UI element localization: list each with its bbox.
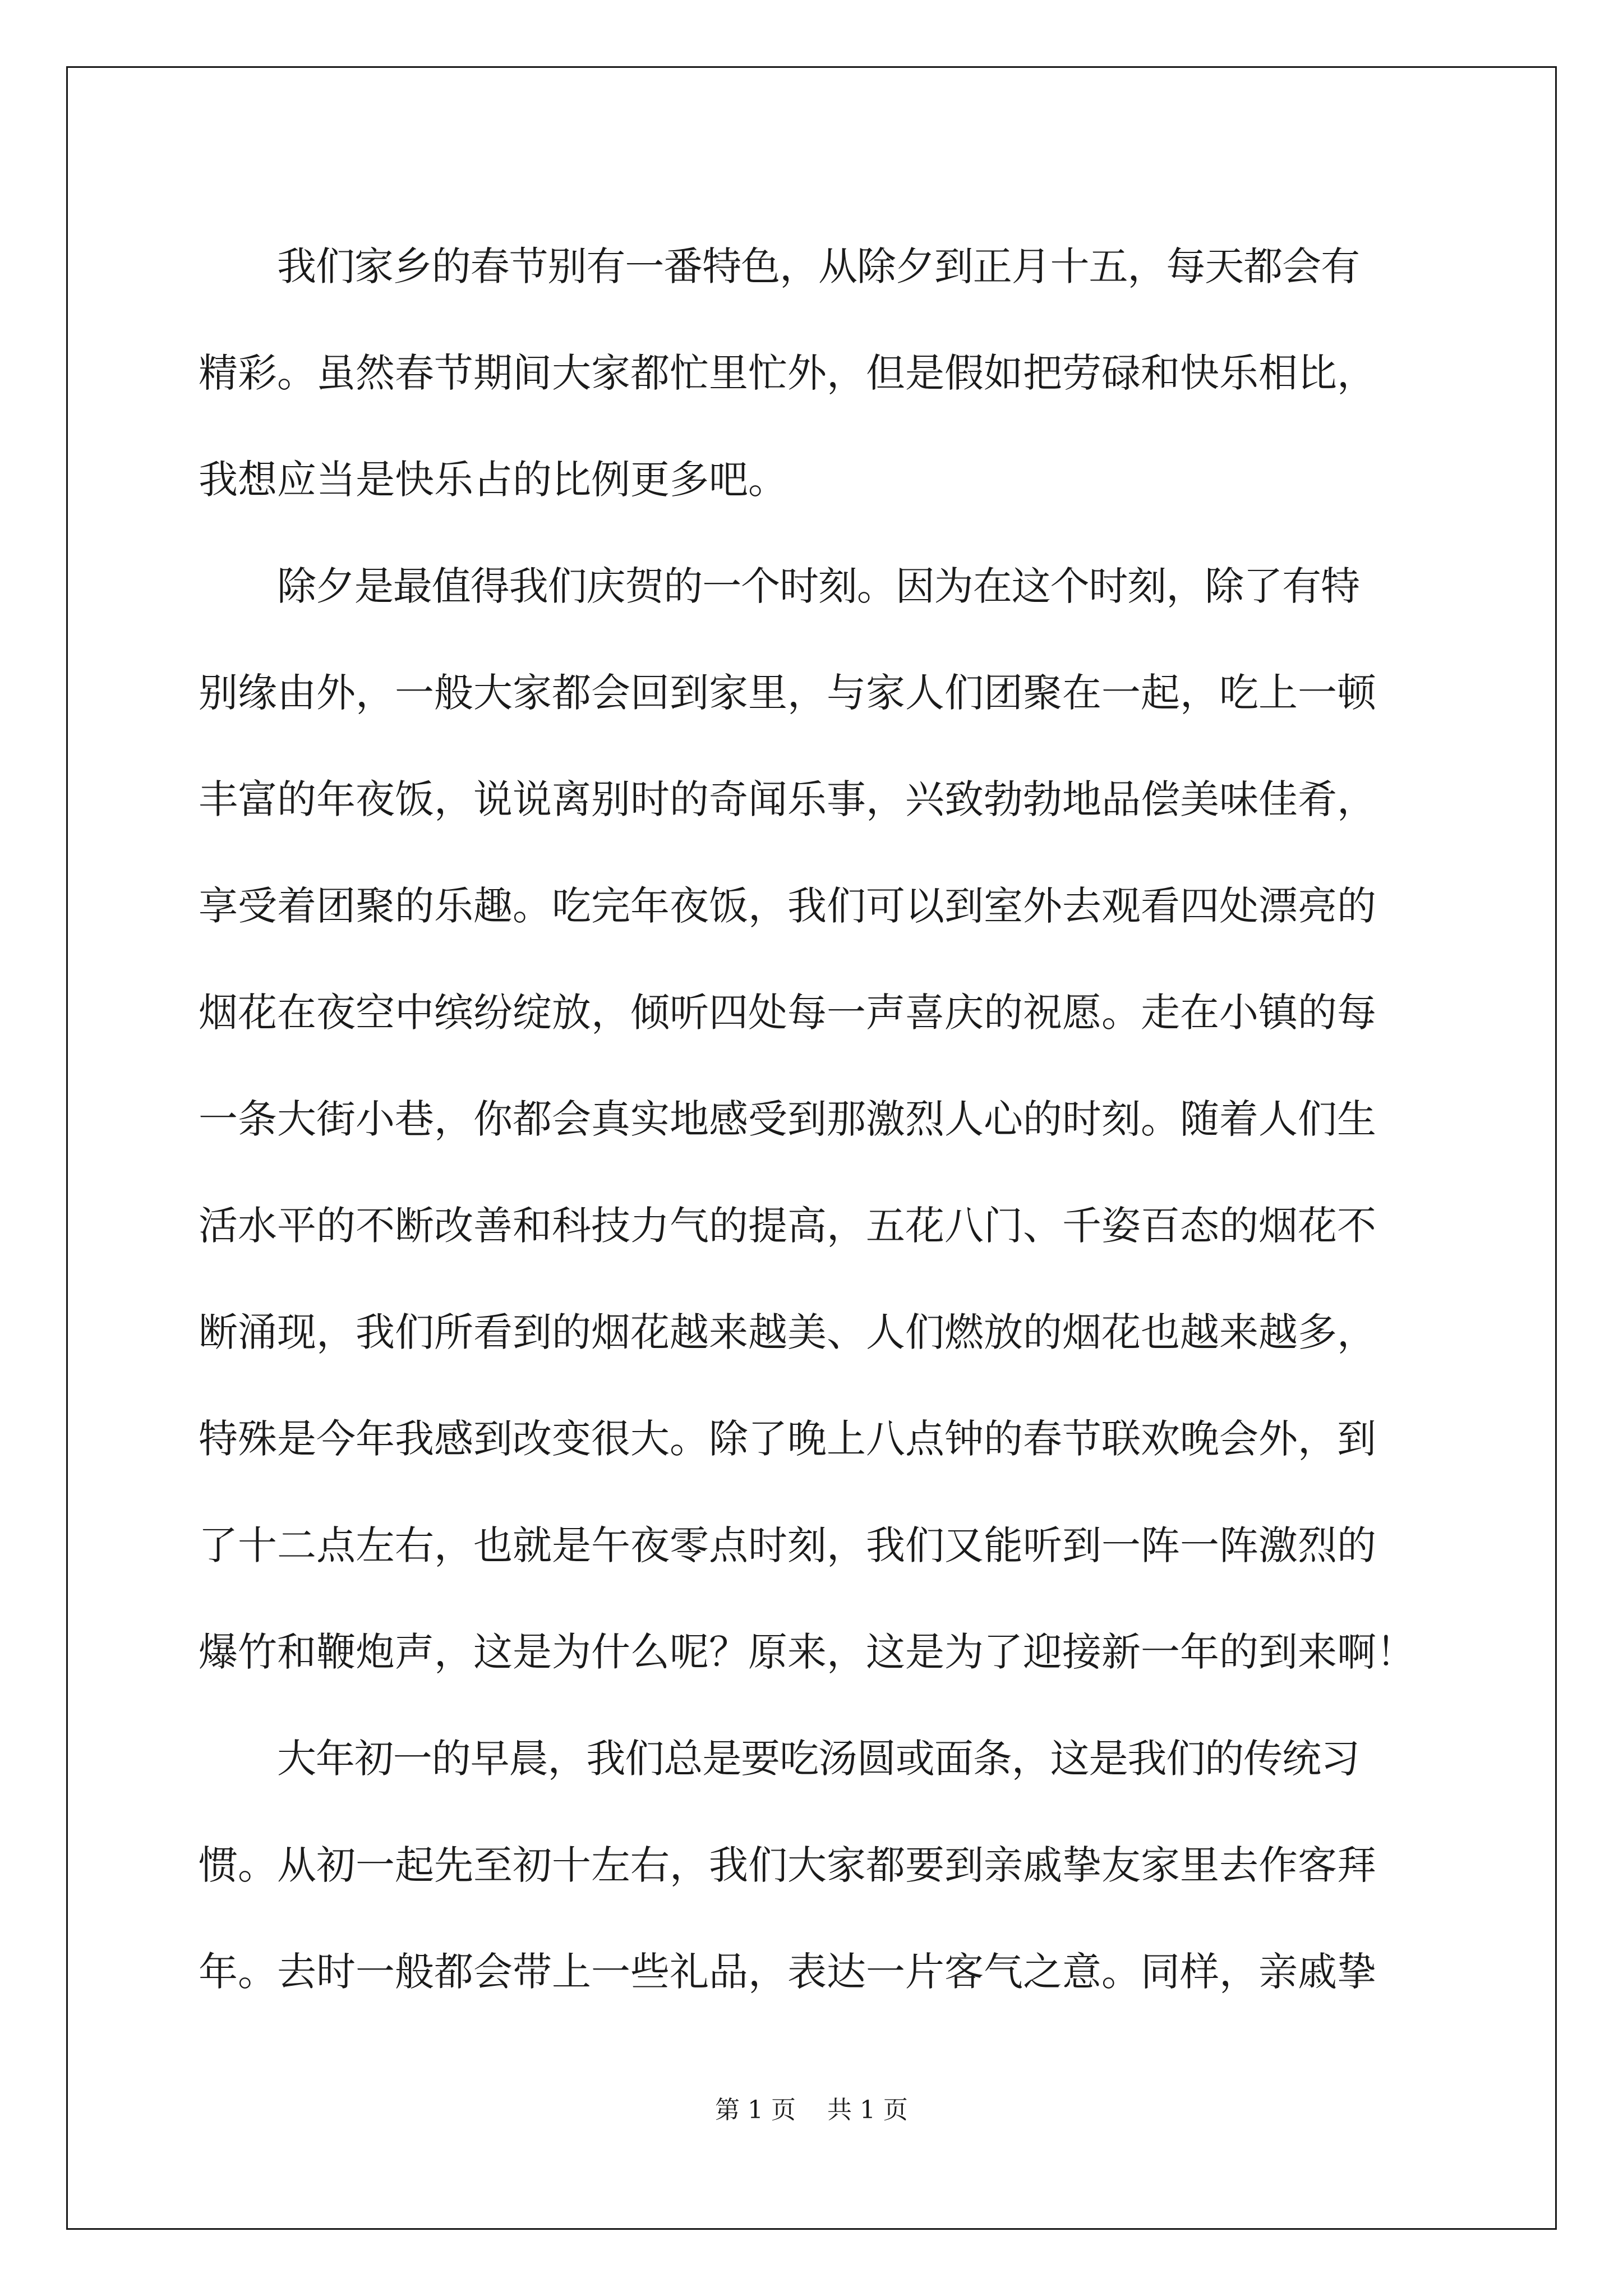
text-line: 活水平的不断改善和科技力气的提高，五花八门、千姿百态的烟花不 (199, 1203, 1376, 1249)
text-line: 精彩。虽然春节期间大家都忙里忙外，但是假如把劳碌和快乐相比， (199, 350, 1376, 396)
text-line: 烟花在夜空中缤纷绽放，倾听四处每一声喜庆的祝愿。走在小镇的每 (199, 990, 1376, 1036)
paragraph-2 (199, 533, 1438, 1705)
text-line: 一条大街小巷，你都会真实地感受到那激烈人心的时刻。随着人们生 (199, 1096, 1376, 1142)
paragraph-1 (199, 213, 1438, 533)
text-line: 惯。从初一起先至初十左右，我们大家都要到亲戚挚友家里去作客拜 (199, 1842, 1376, 1888)
paragraph-3 (199, 1705, 1438, 2025)
text-line: 享受着团聚的乐趣。吃完年夜饭，我们可以到室外去观看四处漂亮的 (199, 883, 1376, 929)
text-line: 爆竹和鞭炮声，这是为什么呢？原来，这是为了迎接新一年的到来啊！ (199, 1629, 1415, 1675)
text-line: 了十二点左右，也就是午夜零点时刻，我们又能听到一阵一阵激烈的 (199, 1522, 1376, 1568)
text-line: 断涌现，我们所看到的烟花越来越美、人们燃放的烟花也越来越多， (199, 1309, 1376, 1355)
text-line: 特殊是今年我感到改变很大。除了晚上八点钟的春节联欢晚会外，到 (199, 1416, 1376, 1462)
text-line: 大年初一的早晨，我们总是要吃汤圆或面条，这是我们的传统习 (277, 1736, 1359, 1782)
document-body (199, 213, 1438, 2025)
text-line: 我们家乡的春节别有一番特色，从除夕到正月十五，每天都会有 (277, 243, 1359, 289)
text-line: 我想应当是快乐占的比例更多吧。 (199, 457, 787, 503)
text-line: 别缘由外，一般大家都会回到家里，与家人们团聚在一起，吃上一顿 (199, 670, 1376, 716)
text-line: 丰富的年夜饭，说说离别时的奇闻乐事，兴致勃勃地品偿美味佳肴， (199, 776, 1376, 822)
text-line: 除夕是最值得我们庆贺的一个时刻。因为在这个时刻，除了有特 (277, 563, 1359, 609)
page-number-label: 第 1 页 (715, 2096, 796, 2124)
text-line: 年。去时一般都会带上一些礼品，表达一片客气之意。同样，亲戚挚 (199, 1949, 1376, 1995)
page-total-label: 共 1 页 (827, 2096, 908, 2124)
page-footer (0, 2090, 1623, 2125)
